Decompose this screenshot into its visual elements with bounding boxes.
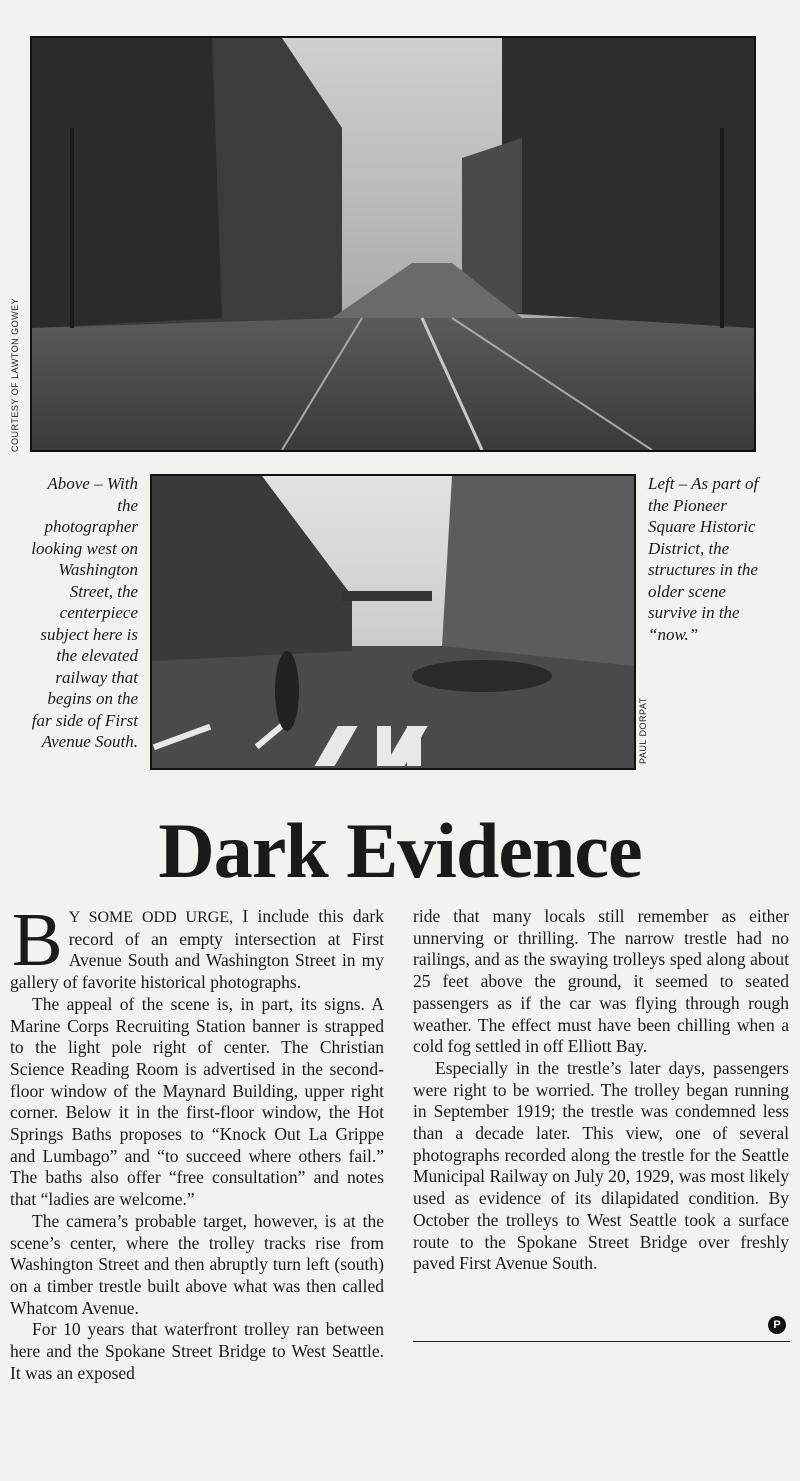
article-paragraph-4: For 10 years that waterfront trolley ran between here and the Spokane Street Bridge to West Seattle. It was an exposed	[10, 1319, 384, 1383]
historic-street-photo	[30, 36, 756, 452]
caption-above: Above – With the photographer looking west on Washington Street, the centerpiece subject here is the elevated railway that begins on the far side of First Avenue South.	[31, 474, 138, 751]
photo-credit-top: COURTESY OF LAWTON GOWEY	[10, 297, 20, 452]
headline: Dark Evidence	[158, 807, 642, 894]
article-paragraph-4-continued: ride that many locals still remember as either unnerving or thrilling. The narrow trestle had no railings, and as the swaying trolleys sped along about 25 feet above the ground, it seemed to seated passengers as if the car was flying through rough weather. The effect must have been chilling when a cold fog settled in off Elliott Bay.	[413, 906, 789, 1057]
article-paragraph-2: The appeal of the scene is, in part, its signs. A Marine Corps Recruiting Station banner is strapped to the light pole right of center. The Christian Science Reading Room is advertised in the second-floor window of the Maynard Building, upper right corner. Below it in the first-floor window, the Hot Springs Baths proposes to “Knock Out La Grippe and Lumbago” and “to succeed where others fail.” The baths also offer “free consultation” and notes that “ladies are welcome.”	[10, 993, 384, 1210]
lead-caps: Y SOME ODD URGE,	[68, 909, 234, 926]
drop-cap: B	[12, 898, 63, 982]
article-paragraph-1	[10, 898, 385, 994]
article-column-left	[10, 898, 385, 1384]
photo-credit-mid: PAUL DORPAT	[638, 697, 648, 764]
modern-street-photo	[150, 474, 636, 770]
article-column-right	[413, 906, 789, 1275]
paragraph-1-text: I include this dark record of an empty intersection at First Avenue South and Washington Street in my gallery of favorite historical photographs.	[10, 906, 385, 993]
caption-left-photo: Left – As part of the Pioneer Square Historic District, the structures in the older scene survive in the “now.”	[648, 474, 759, 644]
article-paragraph-3: The camera’s probable target, however, is at the scene’s center, where the trolley tracks rise from Washington Street and then abruptly turn left (south) on a timber trestle built above what was then called Whatcom Avenue.	[10, 1210, 384, 1318]
end-mark-icon: P	[768, 1316, 786, 1334]
article-paragraph-5: Especially in the trestle’s later days, passengers were right to be worried. The trolley began running in September 1919; the trestle was condemned less than a decade later. This view, one of several photographs recorded along the trestle for the Seattle Municipal Railway on July 20, 1929, was most likely used as evidence of its dilapidated condition. By October the trolleys to West Seattle took a surface route to the Spokane Street Bridge over freshly paved First Avenue South.	[413, 1057, 789, 1274]
end-rule	[413, 1341, 790, 1342]
